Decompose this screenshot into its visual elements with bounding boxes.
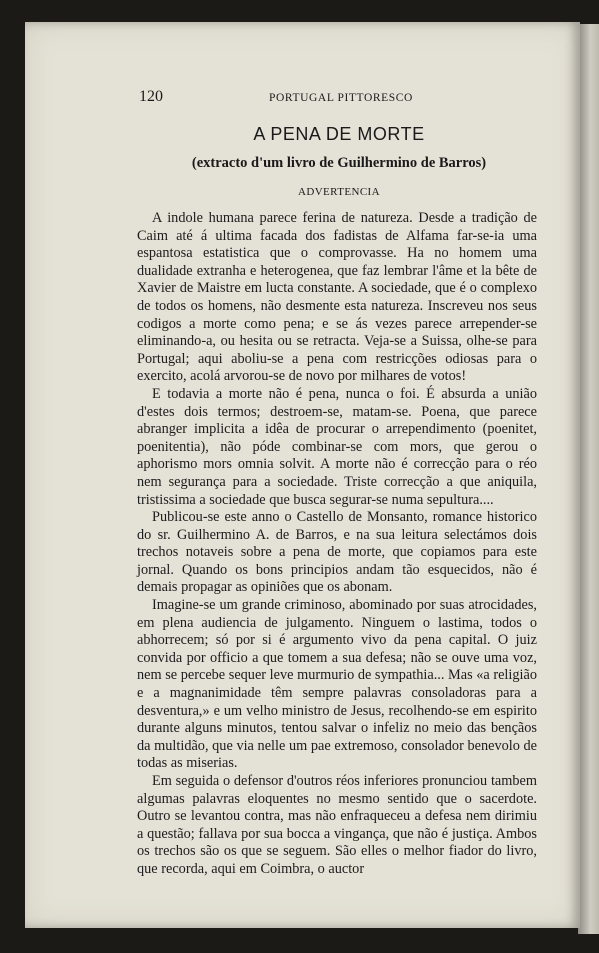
article-title: A PENA DE MORTE	[253, 124, 425, 144]
running-head: PORTUGAL PITTORESCO	[269, 92, 413, 104]
paragraph: A indole humana parece ferina de natureza. Desde a tradição de Caim até á ultima facada dos fadistas de Alfama far-se-ia uma espantosa estatistica que o comprovasse. Ha no homem uma dualidade extranha e heterogenea, que faz lembrar l'âme et la bête de Xavier de Maistre em lucta constante. A sociedade, que é o complexo de todos os homens, não desmente esta natureza. Inscreveu nos seus codigos a morte como pena; e se ás vezes parece arrepender-se eliminando-a, ou hesita ou se retracta. Veja-se a Suissa, olhe-se para Portugal; aqui aboliu-se a pena com restricções odiosas para o exercito, acolá arvorou-se de novo por milhares de votos!	[137, 210, 537, 385]
article-subtitle: (extracto d'um livro de Guilhermino de Barros)	[191, 155, 487, 171]
paragraph: Publicou-se este anno o Castello de Monsanto, romance historico do sr. Guilhermino A. de Barros, e na sua leitura selectámos dois trechos notaveis sobre a pena de morte, que copiamos para este jornal. Quando os bons principios andam tão esquecidos, não é demais propagar as opiniões que os abonam.	[137, 509, 537, 596]
adjacent-page-edge	[578, 24, 599, 934]
paragraph: E todavia a morte não é pena, nunca o foi. É absurda a união d'estes dois termos; destroem-se, matam-se. Poena, que parece abranger implicita a idêa de procurar o arrependimento (poenitet, poenitentia), não póde combinar-se com mors, que gerou o aphorismo mors omnia solvit. A morte não é correcção para o réo nem segurança para a sociedade. Triste correcção a que aniquila, tristissima a sociedade que busca segurar-se numa sepultura....	[137, 385, 537, 508]
page-number: 120	[139, 88, 163, 105]
paragraph: Em seguida o defensor d'outros réos inferiores pronunciou tambem algumas palavras eloquentes no mesmo sentido que o sacerdote. Outro se levantou contra, mas não enfraqueceu a defesa nem dirimiu a questão; fallava por sua bocca a vingança, que não é justiça. Ambos os trechos são os que se seguem. São elles o melhor fiador do livro, que recorda, aqui em Coimbra, o auctor	[137, 773, 537, 877]
article-body	[137, 210, 537, 879]
section-heading: ADVERTENCIA	[298, 186, 380, 198]
paragraph: Imagine-se um grande criminoso, abominado por suas atrocidades, em plena audiencia de julgamento. Ninguem o lastima, todos o abhorrecem; só por si é argumento vivo da pena capital. O juiz convida por officio a que tomem a sua defesa; não se ouve uma voz, nem se percebe sequer leve murmurio de sympathia... Mas «a religião e a magnanimidade têm sempre palavras consoladoras para a desventura,» e um velho ministro de Jesus, recolhendo-se em espirito durante alguns minutos, tentou salvar o infeliz no meio das bençãos da multidão, que via nelle um pae extremoso, consolador benevolo de todas as miserias.	[137, 597, 537, 772]
